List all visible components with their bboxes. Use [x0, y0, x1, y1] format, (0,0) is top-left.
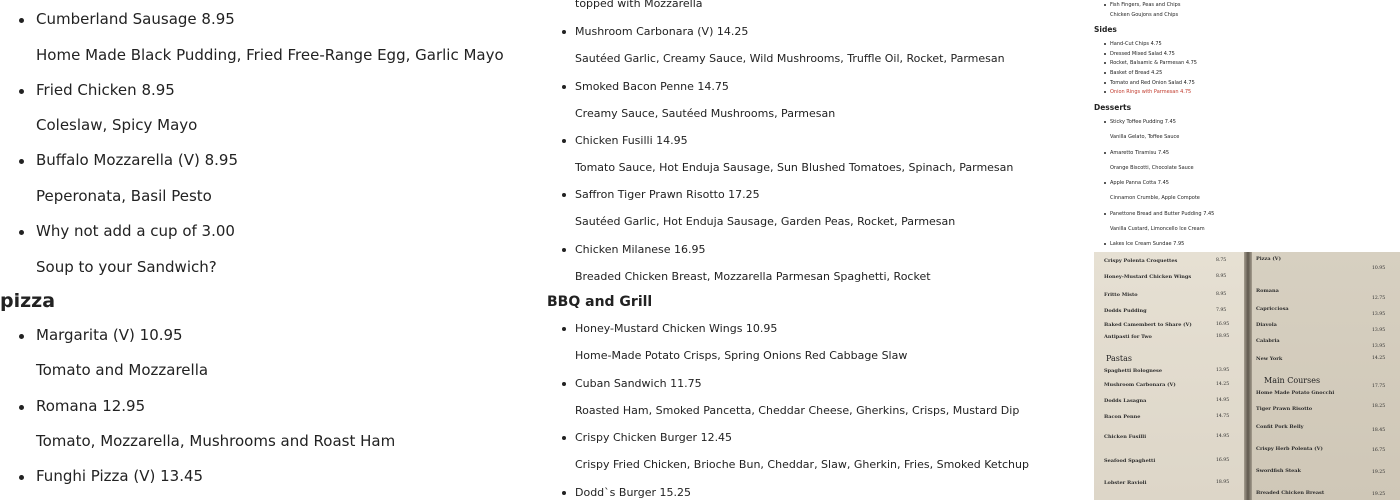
mini-item: Dressed Mixed Salad 4.75: [1110, 51, 1175, 57]
menu-item-name: Chicken Fusilli 14.95: [575, 134, 688, 147]
photo-item: Romana: [1256, 288, 1279, 294]
menu-item-description: Sautéed Garlic, Hot Enduja Sausage, Garden Peas, Rocket, Parmesan: [575, 215, 956, 228]
menu-item-description: Tomato Sauce, Hot Enduja Sausage, Sun Blushed Tomatoes, Spinach, Parmesan: [575, 161, 1014, 174]
photo-price: 14.75: [1216, 414, 1230, 419]
photo-price: 13.95: [1372, 312, 1386, 317]
photo-item: Chicken Fusilli: [1104, 434, 1147, 440]
mini-item: Sticky Toffee Pudding 7.45: [1110, 119, 1176, 125]
photo-price: 18.95: [1216, 480, 1230, 485]
photo-item: Capricciosa: [1256, 306, 1289, 312]
menu-item-description: topped with Mozzarella: [575, 0, 703, 10]
photo-price: 17.75: [1372, 384, 1386, 389]
menu-item-description: Soup to your Sandwich?: [36, 258, 217, 276]
menu-item-description: Home Made Black Pudding, Fried Free-Range Egg, Garlic Mayo: [36, 46, 504, 64]
photo-price: 10.95: [1372, 266, 1386, 271]
photo-item: Crispy Herb Polenta (V): [1256, 446, 1323, 452]
photo-item: Calabria: [1256, 338, 1280, 344]
photo-item: Dodds Lasagna: [1104, 398, 1147, 404]
photo-item: Seafood Spaghetti: [1104, 458, 1156, 464]
mini-item: Hand-Cut Chips 4.75: [1110, 41, 1162, 47]
photo-price: 8.95: [1216, 292, 1227, 297]
menu-item-name: Funghi Pizza (V) 13.45: [36, 467, 204, 485]
menu-item-name: Buffalo Mozzarella (V) 8.95: [36, 151, 238, 169]
menu-item-name: Romana 12.95: [36, 397, 146, 415]
menu-item-description: Roasted Ham, Smoked Pancetta, Cheddar Cheese, Gherkins, Crisps, Mustard Dip: [575, 404, 1020, 417]
photo-price: 7.95: [1216, 308, 1227, 313]
menu-item-description: Home-Made Potato Crisps, Spring Onions Red Cabbage Slaw: [575, 349, 908, 362]
photo-price: 16.95: [1216, 458, 1230, 463]
photo-price: 8.75: [1216, 258, 1227, 263]
photo-price: 16.75: [1372, 448, 1386, 453]
menu-item-description: Peperonata, Basil Pesto: [36, 187, 212, 205]
menu-item-name: Dodd`s Burger 15.25: [575, 486, 691, 499]
mini-item-description: Orange Biscotti, Chocolate Sauce: [1110, 165, 1194, 171]
photo-heading-mains: Main Courses: [1264, 376, 1321, 385]
menu-item-name: Crispy Chicken Burger 12.45: [575, 431, 733, 444]
menu-item-description: Tomato and Mozzarella: [36, 361, 209, 379]
photo-price: 13.95: [1372, 344, 1386, 349]
menu-item-name: Why not add a cup of 3.00: [36, 222, 235, 240]
menu-item-name: Smoked Bacon Penne 14.75: [575, 80, 729, 93]
photo-item: Baked Camembert to Share (V): [1104, 322, 1192, 328]
mini-item: Chicken Goujons and Chips: [1110, 12, 1179, 18]
menu-item-description: Creamy Sauce, Sautéed Mushrooms, Parmesan: [575, 107, 836, 120]
photo-item: Lobster Ravioli: [1104, 480, 1147, 486]
mini-item: Amaretto Tiramisu 7.45: [1110, 150, 1170, 156]
photo-price: 16.95: [1216, 322, 1230, 327]
mini-item: Fish Fingers, Peas and Chips: [1110, 2, 1181, 8]
menu-item-name: Chicken Milanese 16.95: [575, 243, 706, 256]
photo-price: 13.95: [1372, 328, 1386, 333]
menu-item-name: Saffron Tiger Prawn Risotto 17.25: [575, 188, 760, 201]
menu-item-name: Cuban Sandwich 11.75: [575, 377, 702, 390]
mini-item: Panettone Bread and Butter Pudding 7.45: [1110, 211, 1215, 217]
photo-item: Dodds Pudding: [1104, 308, 1147, 314]
menu-item-description: Tomato, Mozzarella, Mushrooms and Roast Ham: [36, 432, 396, 450]
photo-price: 14.95: [1216, 434, 1230, 439]
photo-price: 18.45: [1372, 428, 1386, 433]
menu-item-description: Breaded Chicken Breast, Mozzarella Parmesan Spaghetti, Rocket: [575, 270, 931, 283]
menu-item-name: Cumberland Sausage 8.95: [36, 10, 235, 28]
mini-item: Lakes Ice Cream Sundae 7.95: [1110, 241, 1185, 247]
menu-item-name: Honey-Mustard Chicken Wings 10.95: [575, 322, 778, 335]
photo-item: Crispy Polenta Croquettes: [1104, 258, 1178, 264]
menu-photo: [1094, 252, 1400, 500]
photo-price: 14.25: [1216, 382, 1230, 387]
photo-price: 8.95: [1216, 274, 1227, 279]
photo-item: Confit Pork Belly: [1256, 424, 1304, 430]
menu-item-description: Coleslaw, Spicy Mayo: [36, 116, 198, 134]
photo-item: Diavola: [1256, 322, 1277, 328]
photo-menu-spine: [1244, 252, 1252, 500]
section-heading-bbq: BBQ and Grill: [547, 294, 653, 310]
photo-item: Mushroom Carbonara (V): [1104, 382, 1176, 388]
photo-item: Antipasti for Two: [1104, 334, 1152, 340]
menu-item-description: Sautéed Garlic, Creamy Sauce, Wild Mushrooms, Truffle Oil, Rocket, Parmesan: [575, 52, 1005, 65]
menu-item-name: Margarita (V) 10.95: [36, 326, 183, 344]
photo-price: 18.95: [1216, 334, 1230, 339]
menu-item-description: Crispy Fried Chicken, Brioche Bun, Cheddar, Slaw, Gherkin, Fries, Smoked Ketchup: [575, 458, 1029, 471]
photo-item: Tiger Prawn Risotto: [1256, 406, 1313, 412]
photo-item: New York: [1256, 356, 1283, 362]
section-heading-pizza: pizza: [0, 290, 56, 312]
mini-item: Tomato and Red Onion Salad 4.75: [1110, 80, 1195, 86]
photo-price: 14.95: [1216, 398, 1230, 403]
menu-item-name: Mushroom Carbonara (V) 14.25: [575, 25, 749, 38]
menu-item-name: Fried Chicken 8.95: [36, 81, 175, 99]
mini-item: Apple Panna Cotta 7.45: [1110, 180, 1169, 186]
photo-item: Breaded Chicken Breast: [1256, 490, 1325, 496]
mini-menu-list: [1094, 0, 1400, 252]
mini-item-description: Cinnamon Crumble, Apple Compote: [1110, 195, 1200, 201]
photo-item: Swordfish Steak: [1256, 468, 1302, 474]
photo-price: 13.95: [1216, 368, 1230, 373]
photo-price: 18.25: [1372, 404, 1386, 409]
photo-price: 19.25: [1372, 470, 1386, 475]
photo-heading-pastas: Pastas: [1106, 354, 1132, 363]
photo-item: Home Made Potato Gnocchi: [1256, 390, 1335, 396]
photo-item: Bacon Penne: [1104, 414, 1141, 420]
mini-item: Basket of Bread 4.25: [1110, 70, 1163, 76]
section-heading-desserts: Desserts: [1094, 103, 1132, 112]
photo-item: Honey-Mustard Chicken Wings: [1104, 274, 1192, 280]
photo-item: Pizza (V): [1256, 256, 1281, 262]
photo-item: Fritto Misto: [1104, 292, 1138, 298]
mini-item: Rocket, Balsamic & Parmesan 4.75: [1110, 60, 1197, 66]
photo-item: Spaghetti Bolognese: [1104, 368, 1163, 374]
mini-item-description: Vanilla Custard, Limoncello Ice Cream: [1110, 226, 1205, 232]
photo-price: 14.25: [1372, 356, 1386, 361]
mini-item-highlighted: Onion Rings with Parmesan 4.75: [1110, 89, 1192, 95]
photo-price: 19.25: [1372, 492, 1386, 497]
photo-price: 12.75: [1372, 296, 1386, 301]
section-heading-sides: Sides: [1094, 25, 1117, 34]
mini-item-description: Vanilla Gelato, Toffee Sauce: [1110, 134, 1180, 140]
